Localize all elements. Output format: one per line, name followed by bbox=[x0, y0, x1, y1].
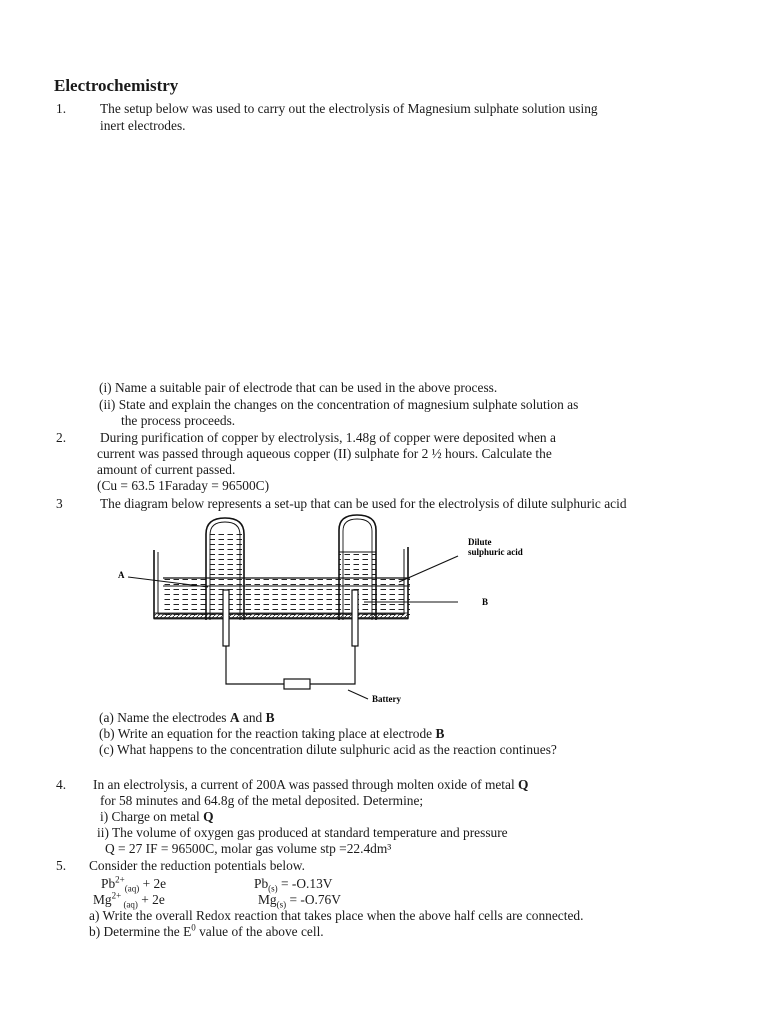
q3-number: 3 bbox=[56, 496, 63, 511]
battery bbox=[284, 679, 310, 689]
q5-line-1: Consider the reduction potentials below. bbox=[89, 858, 305, 873]
q5-mg-potential: $Mg_{(s)} = -O.76V$ bbox=[258, 892, 341, 910]
q2-line-2: current was passed through aqueous copper (II) sulphate for 2 ½ hours. Calculate the bbox=[97, 446, 552, 461]
q2-line-4: (Cu = 63.5 1Faraday = 96500C) bbox=[97, 478, 270, 493]
wire-right bbox=[310, 646, 355, 684]
q5-mg-half-reaction: $Mg^{2+}$ $_{(aq)}$ + 2e bbox=[93, 890, 165, 910]
q2-number: 2. bbox=[56, 430, 67, 445]
q5-pb-potential: $Pb_{(s)} = -O.13V$ bbox=[254, 876, 333, 894]
q4-number: 4. bbox=[56, 777, 67, 792]
label-a: A bbox=[118, 570, 125, 580]
q1-line-2: inert electrodes. bbox=[100, 118, 186, 133]
q1-line-1: The setup below was used to carry out the electrolysis of Magnesium sulphate solution using bbox=[100, 101, 598, 116]
pointer-battery bbox=[348, 690, 368, 699]
q3-line-1: The diagram below represents a set-up that can be used for the electrolysis of dilute sulphuric acid bbox=[100, 496, 627, 511]
q4-line-1: In an electrolysis, a current of 200A was passed through molten oxide of metal Q bbox=[93, 777, 529, 792]
q1-part-i: (i) Name a suitable pair of electrode that can be used in the above process. bbox=[99, 380, 498, 395]
electrolysis-diagram bbox=[110, 512, 580, 708]
q5-part-b: b) Determine the $E^0$ value of the above cell. bbox=[89, 922, 324, 939]
q2-line-1: During purification of copper by electrolysis, 1.48g of copper were deposited when a bbox=[100, 430, 556, 445]
label-dilute: Dilute bbox=[468, 537, 492, 547]
q1-part-ii-line-1: (ii) State and explain the changes on the concentration of magnesium sulphate solution as bbox=[99, 397, 579, 412]
wire-left bbox=[226, 646, 284, 684]
q3-part-a: (a) Name the electrodes A and B bbox=[99, 710, 275, 725]
q4-constants: Q = 27 IF = 96500C, molar gas volume stp =22.4dm³ bbox=[105, 841, 392, 856]
electrode-b bbox=[352, 590, 358, 646]
q1-part-ii-line-2: the process proceeds. bbox=[121, 413, 236, 428]
label-battery: Battery bbox=[372, 694, 401, 704]
label-b: B bbox=[482, 597, 489, 607]
page-title: Electrochemistry bbox=[54, 76, 179, 95]
q4-line-2: for 58 minutes and 64.8g of the metal deposited. Determine; bbox=[100, 793, 424, 808]
q2-line-3: amount of current passed. bbox=[97, 462, 236, 477]
q3-part-c: (c) What happens to the concentration dilute sulphuric acid as the reaction continues? bbox=[99, 742, 557, 757]
q4-part-ii: ii) The volume of oxygen gas produced at standard temperature and pressure bbox=[97, 825, 508, 840]
q5-number: 5. bbox=[56, 858, 67, 873]
electrode-a bbox=[223, 590, 229, 646]
q5-part-a: a) Write the overall Redox reaction that takes place when the above half cells are connected. bbox=[89, 908, 584, 923]
q5-pb-half-reaction: $Pb^{2+}_{(aq)} + 2e$ bbox=[101, 874, 167, 894]
q3-part-b: (b) Write an equation for the reaction taking place at electrode B bbox=[99, 726, 445, 741]
q1-number: 1. bbox=[56, 101, 67, 116]
q4-part-i: i) Charge on metal Q bbox=[100, 809, 214, 824]
label-sulphuric-acid: sulphuric acid bbox=[468, 547, 523, 557]
